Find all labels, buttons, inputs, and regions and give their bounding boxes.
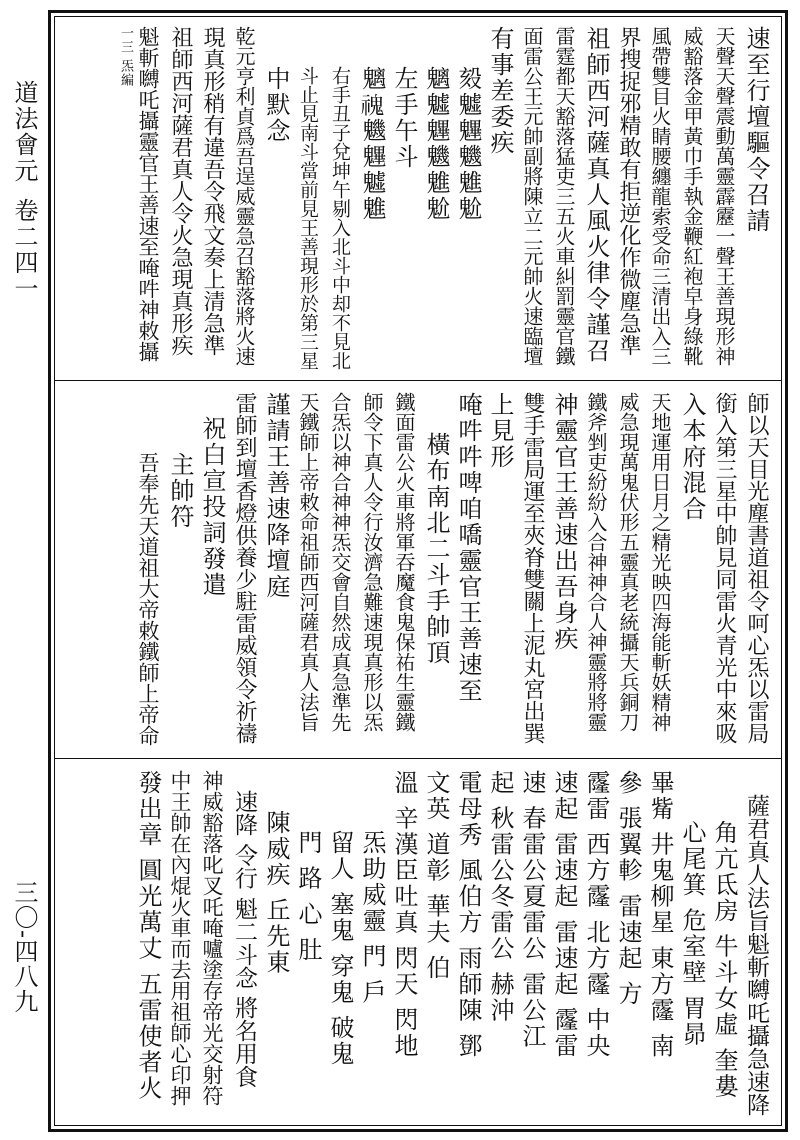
text-column: 文英 道彰 華夫 伯 [422,770,450,981]
text-column: 鐵面雷公火車將軍吞魔食鬼保祐生靈鐵 [392,392,416,732]
text-column: 唵吽吽啤咱嘺靈官王善速至 [454,392,482,704]
text-column: 斗止見南斗當前見王善現形於第三星 [297,66,319,370]
text-column: 發出章 圓光萬丈 五雷使者火 [134,770,162,1102]
text-column: 雷師到壇香燈供養少駐雷威領令祈禱 [232,392,257,744]
text-column: 師令下真人令行汝濟急難速現真形以炁 [360,392,384,732]
text-column: 主帥符 [166,452,194,530]
text-column: 溫 辛漢臣吐真 閃天 閃地 [390,770,418,1059]
text-section-middle [60,384,776,756]
text-column: 橫布南北二斗手帥頂 [422,432,450,666]
text-column: 乾元亨利貞爲吾逞威靈急召豁落將火速 [232,26,256,366]
text-column: 現真形稍有違吾令飛文奏上清急準 [200,26,225,356]
text-column: 祝白宣投詞發遣 [198,416,226,598]
section-divider-top [54,380,782,381]
text-column: 威急現萬鬼伏形五靈真老統攝天兵銅刀 [616,392,640,732]
text-column: 魁斬嚩吒攝靈官王善速至唵吽神敕攝 [136,26,160,362]
text-column: 魑魖魓魕魋魀 [422,66,450,222]
text-column: 入本府混合 [678,392,706,522]
text-column: 速起 雷速起 雷速起 霳雷 [550,770,578,1059]
text-column: 角亢氐房 牛斗女虛 奎婁 [710,820,738,1100]
text-column: 霳雷 西方霳 北方霳 中央 [582,770,610,1059]
text-column: 合炁以神合神神炁交會自然成真急準先 [328,392,352,732]
text-column: 雷霆都天豁落猛吏三五火車糾罰靈官鐵 [552,26,576,366]
text-column: 留人 塞鬼 穿鬼 破鬼 [326,830,354,1067]
text-column: 師以天目光塵書道祖令呵心炁以雷局 [744,392,769,744]
text-column: 上見形 [486,392,514,470]
text-column: 神威豁落叱叉吒唵嚧塗存帝光交射符 [200,770,224,1106]
text-column: 祖師西河薩真人風火律令謹召 [582,26,610,364]
text-column: 薩君真人法旨魁斬嚩吒攝急速降 [743,794,769,1116]
book-title: 道法會元 [10,80,38,184]
text-column: 速至行壇驅令召請 [742,26,770,234]
text-column: 電母秀 風伯方 雨師陳 鄧 [454,770,482,1059]
text-column: 起 秋雷公冬雷公 赫沖 [486,770,514,1024]
text-column: 雙手雷局運至夾脊雙關上泥丸宮出巽 [520,392,545,744]
text-column: 有事差委疾 [486,26,514,156]
text-column: 鐵斧剉吏紛紛入合神神合人神靈將將靈 [584,392,608,732]
text-column: 門 路 心 肚 [294,830,322,963]
text-column: 畢觜 井鬼柳星 東方霳 南 [646,770,674,1059]
text-column: 界搜捉邪精敢有拒逆化作微塵急準 [616,26,641,356]
text-column: 參 張翼軫 雷速起 方 [614,770,642,1007]
text-column: 心尾箕 危室壁 胃昴 [678,820,706,1048]
text-column: 中默念 [262,66,290,144]
text-column: 天聲天聲震動萬靈霹靂一聲王善現形神 [712,26,736,366]
text-column: 天鐵師上帝敕命祖師西河薩君真人法旨 [296,392,320,732]
text-column: 㱾魖魓魕魋魀 [454,66,482,222]
section-divider-bottom [54,758,782,759]
text-section-bottom [60,762,776,1124]
text-section-top [60,18,776,378]
volume-label: 卷二四一 [10,198,38,302]
margin-header [6,80,42,302]
text-column: 銜入第三星中帥見同雷火青光中來吸 [712,392,737,744]
text-column: 祖師西河薩君真人令火急現真形疾 [168,26,193,356]
text-column: 陳威疾 丘先東 [262,810,290,976]
text-column: 魑𩲡魕魓魖魋 [358,66,386,222]
text-column: 速 春雷公夏雷公 雷公江 [518,770,546,1050]
text-column: 風帶雙目火睛腰纏龍索受命三清出入三 [648,26,672,366]
text-column: 右手丑子兌坤午剔入北斗中却不見北 [329,66,351,370]
text-column: 中王帥在內焜火車而去用祖師心印押 [168,770,192,1106]
text-column: 神靈官王善速出吾身疾 [550,392,578,652]
text-column: 一三 炁編 [118,26,133,88]
page-number: 三〇-四八九 [10,880,38,1015]
text-column: 左手午斗 [390,66,418,170]
text-column: 威豁落金甲黃巾手執金鞭紅袍皁身綠靴 [680,26,704,366]
text-column: 速降 令行 魁二斗念 將名用食 [231,790,257,1088]
text-column: 面雷公王元帥副將陳立二元帥火速臨壇 [520,26,544,366]
text-column: 吾奉先天道祖大帝敕鐵師上帝命 [136,452,160,746]
text-column: 天地運用日月之精光映四海能斬妖精神 [648,392,672,732]
text-column: 炁助威靈 門 戶 [358,830,386,1006]
text-column: 謹請王善速降壇庭 [262,392,290,600]
